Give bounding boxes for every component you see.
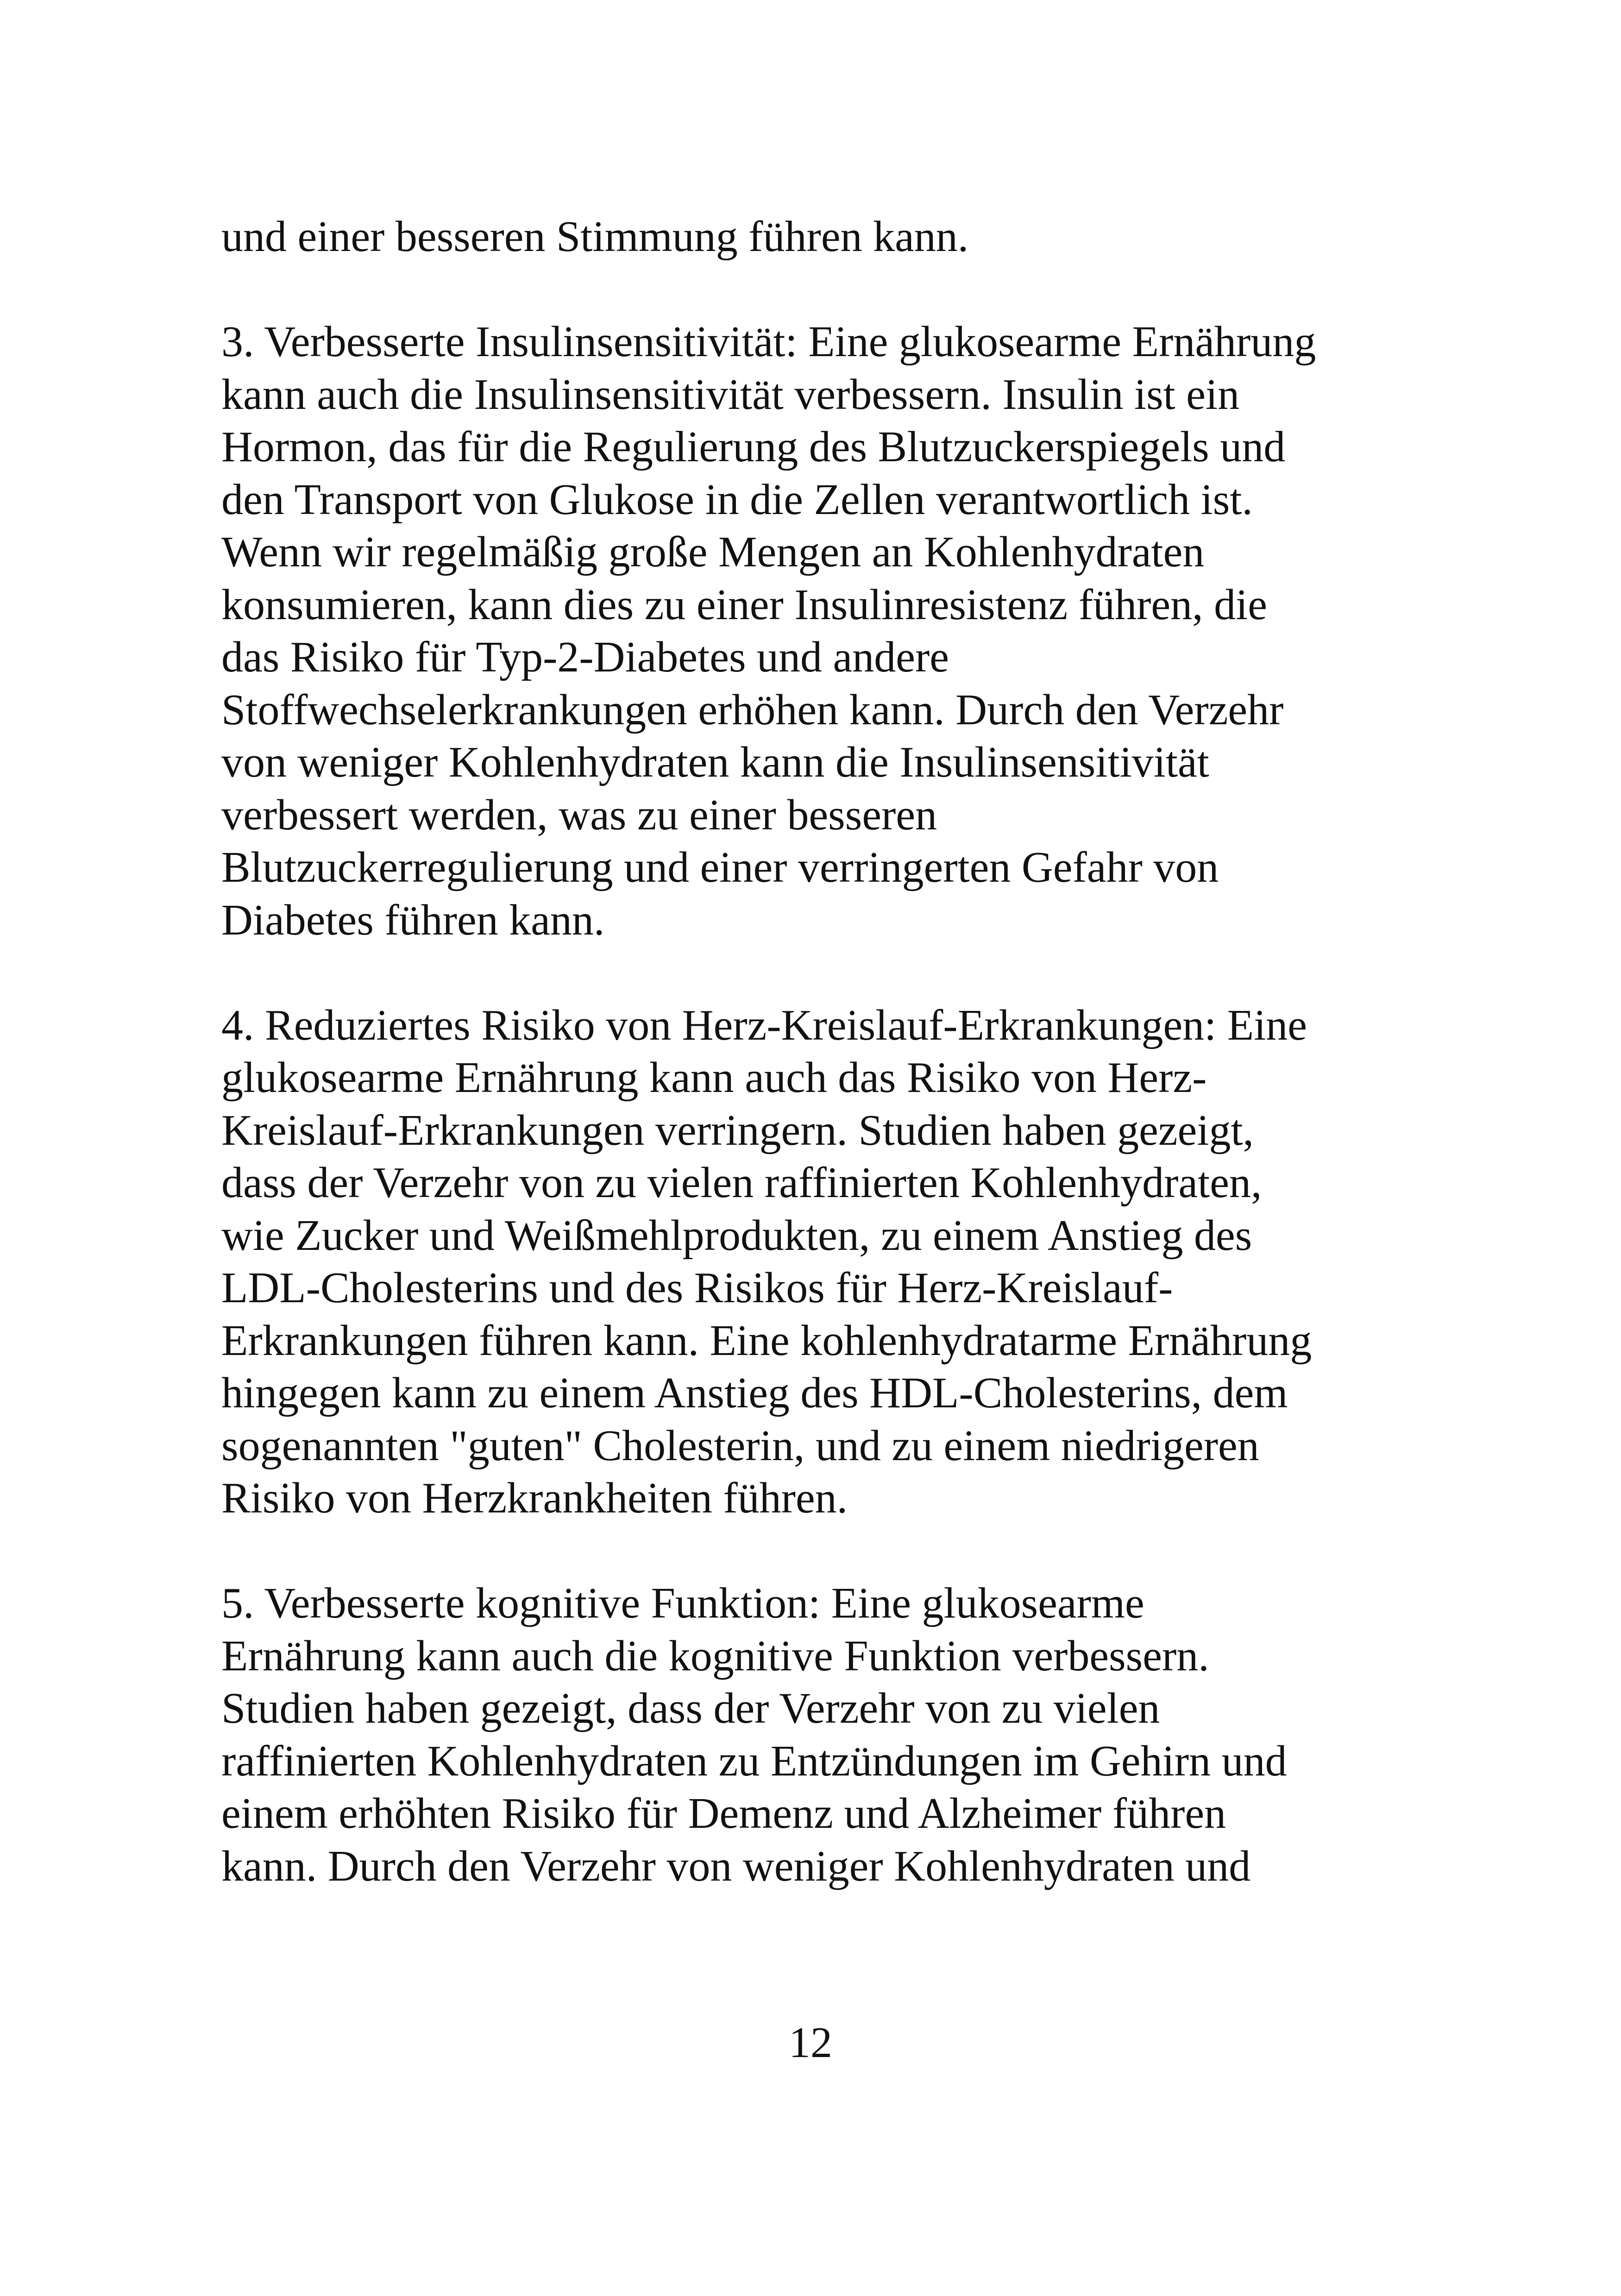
text-line: den Transport von Glukose in die Zellen verantwortlich ist. — [221, 475, 1253, 524]
text-line: LDL-Cholesterins und des Risikos für Herz-Kreislauf- — [221, 1264, 1173, 1312]
text-line: Erkrankungen führen kann. Eine kohlenhydratarme Ernährung — [221, 1316, 1312, 1365]
body-text — [221, 211, 1435, 1893]
text-line: dass der Verzehr von zu vielen raffinierten Kohlenhydraten, — [221, 1159, 1262, 1207]
text-line: kann. Durch den Verzehr von weniger Kohlenhydraten und — [221, 1842, 1251, 1890]
text-line: von weniger Kohlenhydraten kann die Insulinsensitivität — [221, 738, 1209, 786]
text-line: 3. Verbesserte Insulinsensitivität: Eine glukosearme Ernährung — [221, 318, 1316, 366]
text-line: 5. Verbesserte kognitive Funktion: Eine glukosearme — [221, 1579, 1144, 1627]
text-line: Wenn wir regelmäßig große Mengen an Kohlenhydraten — [221, 528, 1205, 576]
text-line: Blutzuckerregulierung und einer verringerten Gefahr von — [221, 843, 1219, 891]
text-line: Diabetes führen kann. — [221, 896, 605, 944]
text-line: konsumieren, kann dies zu einer Insulinresistenz führen, die — [221, 580, 1267, 629]
text-line: kann auch die Insulinsensitivität verbessern. Insulin ist ein — [221, 370, 1240, 419]
text-line: wie Zucker und Weißmehlprodukten, zu einem Anstieg des — [221, 1211, 1252, 1260]
text-line: und einer besseren Stimmung führen kann. — [221, 213, 969, 261]
text-line: sogenannten "guten" Cholesterin, und zu einem niedrigeren — [221, 1421, 1259, 1470]
text-line: einem erhöhten Risiko für Demenz und Alzheimer führen — [221, 1789, 1226, 1838]
text-line: verbessert werden, was zu einer besseren — [221, 790, 937, 839]
text-line: das Risiko für Typ-2-Diabetes und andere — [221, 633, 949, 681]
text-line: Ernährung kann auch die kognitive Funktion verbessern. — [221, 1631, 1209, 1680]
text-line: 4. Reduziertes Risiko von Herz-Kreislauf-Erkrankungen: Eine — [221, 1001, 1307, 1049]
page-number: 12 — [789, 2019, 832, 2067]
paragraph-break — [221, 947, 1435, 999]
text-line: Risiko von Herzkrankheiten führen. — [221, 1474, 848, 1522]
text-line: Studien haben gezeigt, dass der Verzehr von zu vielen — [221, 1684, 1160, 1732]
paragraph-break — [221, 1525, 1435, 1578]
text-line: Stoffwechselerkrankungen erhöhen kann. Durch den Verzehr — [221, 685, 1284, 734]
text-line: glukosearme Ernährung kann auch das Risiko von Herz- — [221, 1054, 1207, 1102]
paragraph-break — [221, 263, 1435, 316]
text-line: Hormon, das für die Regulierung des Blutzuckerspiegels und — [221, 423, 1286, 471]
text-line: hingegen kann zu einem Anstieg des HDL-Cholesterins, dem — [221, 1369, 1288, 1417]
text-line: raffinierten Kohlenhydraten zu Entzündungen im Gehirn und — [221, 1737, 1287, 1785]
text-line: Kreislauf-Erkrankungen verringern. Studien haben gezeigt, — [221, 1106, 1254, 1154]
